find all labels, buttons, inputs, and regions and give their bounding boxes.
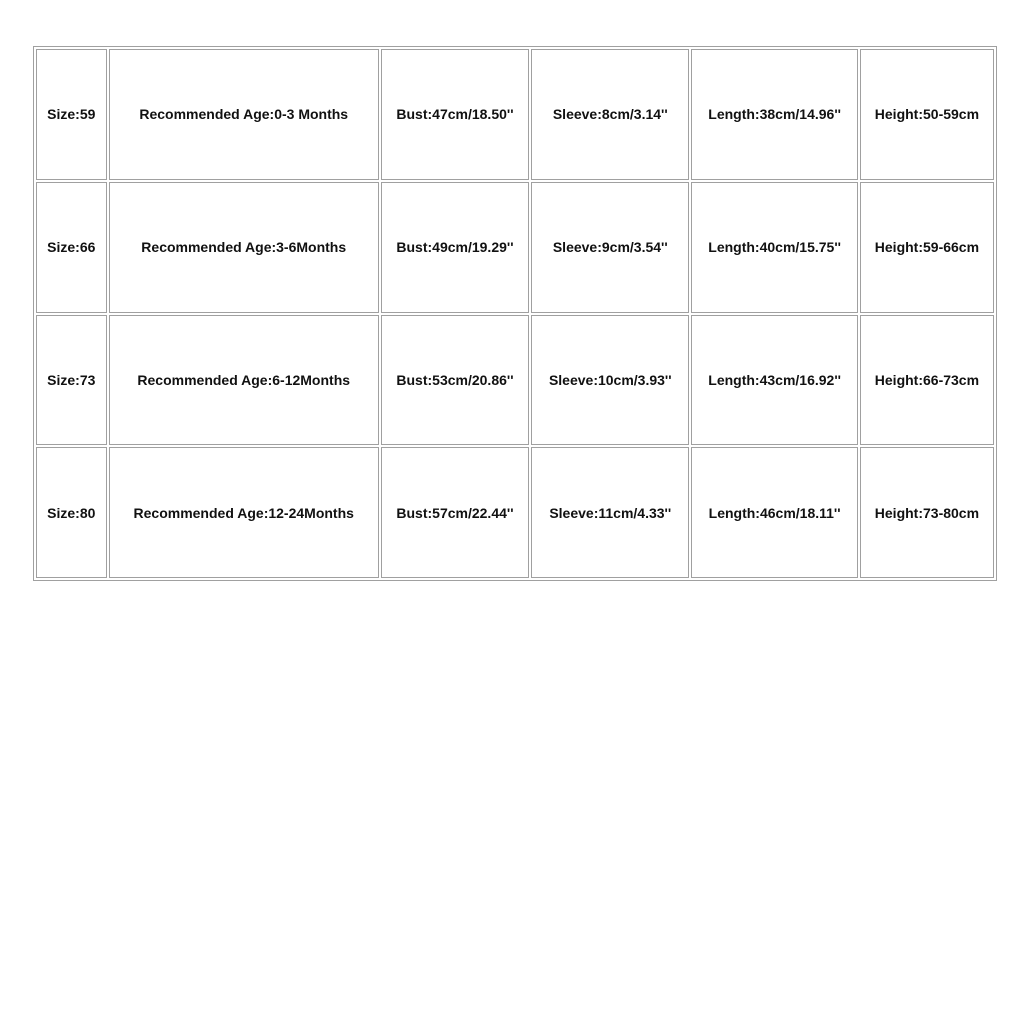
height-cell: Height:59-66cm (860, 182, 994, 313)
bust-cell: Bust:53cm/20.86'' (381, 315, 529, 446)
recommended-age-cell: Recommended Age:0-3 Months (109, 49, 379, 180)
length-cell: Length:38cm/14.96'' (691, 49, 857, 180)
table-row (36, 49, 994, 180)
length-cell: Length:43cm/16.92'' (691, 315, 857, 446)
bust-cell: Bust:49cm/19.29'' (381, 182, 529, 313)
bust-cell: Bust:57cm/22.44'' (381, 447, 529, 578)
size-cell: Size:73 (36, 315, 107, 446)
sleeve-cell: Sleeve:10cm/3.93'' (531, 315, 689, 446)
bust-cell: Bust:47cm/18.50'' (381, 49, 529, 180)
table-row (36, 315, 994, 446)
length-cell: Length:40cm/15.75'' (691, 182, 857, 313)
sleeve-cell: Sleeve:9cm/3.54'' (531, 182, 689, 313)
height-cell: Height:73-80cm (860, 447, 994, 578)
length-cell: Length:46cm/18.11'' (691, 447, 857, 578)
size-chart-table (33, 46, 997, 581)
table-row (36, 182, 994, 313)
recommended-age-cell: Recommended Age:3-6Months (109, 182, 379, 313)
size-cell: Size:59 (36, 49, 107, 180)
table-row (36, 447, 994, 578)
height-cell: Height:66-73cm (860, 315, 994, 446)
size-cell: Size:66 (36, 182, 107, 313)
recommended-age-cell: Recommended Age:12-24Months (109, 447, 379, 578)
recommended-age-cell: Recommended Age:6-12Months (109, 315, 379, 446)
sleeve-cell: Sleeve:8cm/3.14'' (531, 49, 689, 180)
size-cell: Size:80 (36, 447, 107, 578)
sleeve-cell: Sleeve:11cm/4.33'' (531, 447, 689, 578)
height-cell: Height:50-59cm (860, 49, 994, 180)
